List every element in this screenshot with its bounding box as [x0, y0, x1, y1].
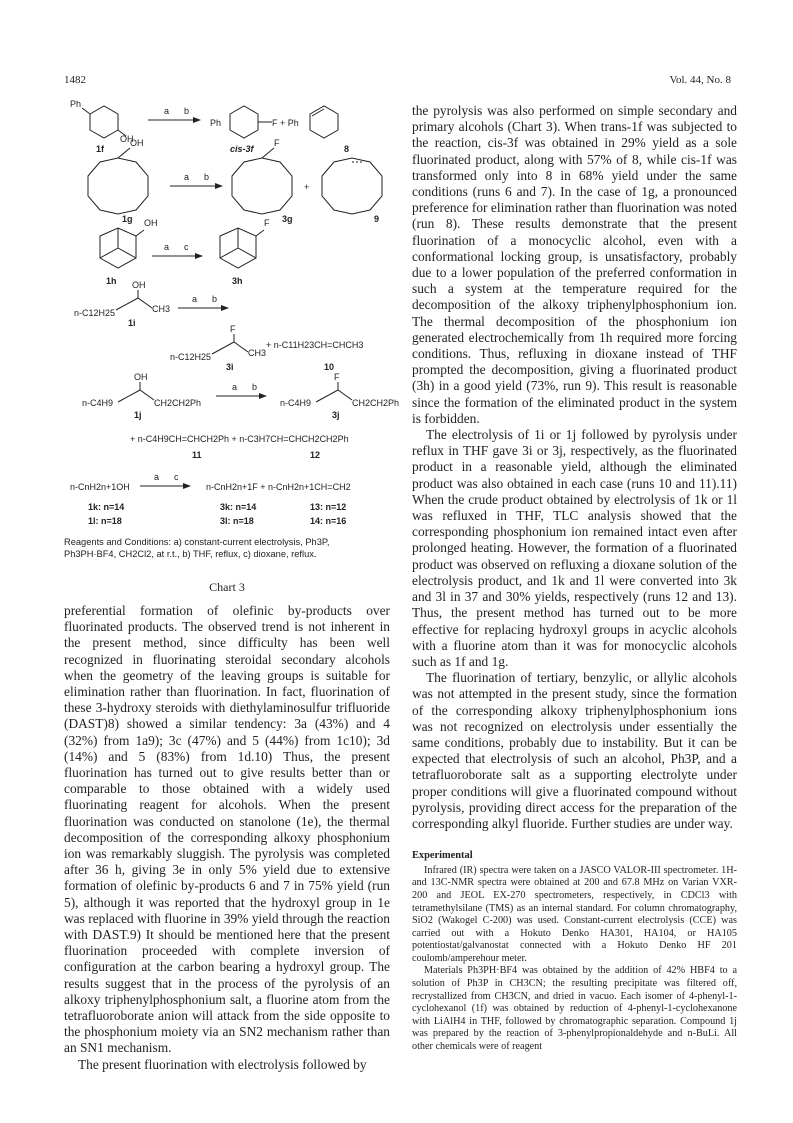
experimental-paragraph-2: Materials Ph3PH·BF4 was obtained by the addition of 42% HBF4 to a solution of Ph3P in CH3CN; the resulting precipitate was filtered off, recrystallized from CH3CN, and dried in vacuo. Each isomer of 4-phenyl-1-cyclohexanol (1f) was obtained by reduction of 4-phenyl-1-cyclohexanone with LiAlH4 in THF, followed by chromatographic separation. Compound 1j was prepared by the reaction of 3-phenylpropionaldehyde and n-BuLi. All other chemicals were of reagent — [412, 965, 737, 1053]
left-paragraph-1: preferential formation of olefinic by-products over fluorinated products. The observed trend is not inherent in the present method, since difficulty has been well recognized in fluorinating steroidal secondary alcohols when the geometry of the leaving groups is suitable for elimination rather than fluorination. In fact, fluorination of these 3-hydroxy steroids with diethylaminosulfur trifluoride (DAST)8) showed a similar tendency: 3a (43%) and 4 (32%) from 1a9); 3c (47%) and 5 (44%) from 1c10); 3d (14%) and 5 (83%) from 1d.10) Thus, the present fluorination has turned out to give results better than or comparable to those obtained with a widely used fluorinating reagent for alcohols. When the present fluorination was conducted on stanolone (1e), the thermal decomposition of the corresponding alkoxy phosphonium ion was remarkably sluggish. The pyrolysis was completed after 36 h, giving 3e in only 5% yield due to extensive formation of olefinic by-products 6 and 7 in 75% yield (run 5), although it was reported that the hydroxyl group in 1e was replaced with fluorine in 39% yield through the reaction with DAST.9) It should be mentioned here that the present fluorination proceeded with complete inversion of configuration at the carbon bearing a hydroxyl group. The results suggest that in the process of the pyrolysis of an alkoxy triphenylphosphonium salt, a fluorine atom from the tetrafluoroborate anion will attack from the side opposite to the phosphonium moiety via an SN2 mechanism rather than an SN1 mechanism. — [64, 603, 390, 1056]
journal-volume: Vol. 44, No. 8 — [669, 74, 731, 86]
compound-9-label: 9 — [374, 214, 380, 224]
compound-1k-label: 1k: n=14 — [88, 502, 125, 512]
phenyl-label-2: Ph — [210, 118, 222, 128]
fluorine-label-2: F — [264, 218, 270, 228]
compound-3k-label: 3k: n=14 — [220, 502, 257, 512]
dodecyl-label: n-C12H25 — [74, 308, 116, 318]
condition-c-label-2: c — [174, 472, 179, 482]
condition-c-label: c — [184, 242, 189, 252]
condition-a-label-6: a — [154, 472, 160, 482]
hydroxyl-label: OH — [120, 134, 134, 144]
left-paragraph-2: The present fluorination with electrolysis followed by — [78, 1056, 367, 1072]
products-11-12-formula: + n-C4H9CH=CHCH2Ph + n-C3H7CH=CHCH2CH2Ph — [130, 434, 349, 444]
cyclohexane-3f-ring — [230, 106, 258, 138]
methyl-label: CH3 — [152, 304, 171, 314]
compound-1j-label: 1j — [134, 410, 142, 420]
condition-a-label-3: a — [164, 242, 170, 252]
butyl-label-2: n-C4H9 — [280, 398, 312, 408]
reaction-conditions-caption: Reagents and Conditions: a) constant-current electrolysis, Ph3P, Ph3PH·BF4, CH2Cl2, at r.t., b) THF, reflux, c) dioxane, reflux. — [64, 537, 330, 559]
right-paragraph-2: The electrolysis of 1i or 1j followed by pyrolysis under reflux in THF gave 3i or 3j, respectively, as the fluorinated product in a reasonable yield, although the eliminated product was also obtained in each case (runs 10 and 11).11) When the crude product obtained by electrolysis of 1k or 1l was refluxed in THF, TLC analysis showed that the corresponding phosphonium ion remained intact even after prolonged heating. However, the formation of a fluorinated product was observed on refluxing a dioxane solution of the electrolysis product, and 1k and 1l were converted into 3k and 3l in 37 and 30% yields, respectively (runs 12 and 13). Thus, the present method has turned out to be more effective for replacing hydroxyl groups in acyclic alcohols with a fluorine atom than it was for monocyclic alcohols such as 1f and 1g. — [412, 427, 737, 669]
fluorine-label-3: F — [230, 324, 236, 334]
experimental-section — [412, 850, 737, 1054]
hydroxyl-label-3: OH — [144, 218, 158, 228]
page-number: 1482 — [64, 74, 86, 86]
compound-1f-label: 1f — [96, 144, 105, 154]
alkanol-formula: n-CnH2n+1OH — [70, 482, 130, 492]
experimental-heading: Experimental — [412, 850, 473, 862]
cyclododecane-1g-ring — [88, 158, 148, 214]
cyclohexene-8-ring — [310, 106, 338, 138]
alkyl-fluoride-formula: n-CnH2n+1F + n-CnH2n+1CH=CH2 — [206, 482, 351, 492]
butyl-label: n-C4H9 — [82, 398, 114, 408]
chart-title: Chart 3 — [209, 580, 245, 594]
phenethyl-label-2: CH2CH2Ph — [352, 398, 400, 408]
condition-b-label: b — [184, 106, 190, 116]
experimental-paragraph-1: Infrared (IR) spectra were taken on a JASCO VALOR-III spectrometer. 1H- and 13C-NMR spectra were obtained at 200 and 67.8 MHz on Varian VXR-200 and JEOL EX-270 spectrometers, respectively, in CDCl3 with tetramethylsilane (TMS) as an internal standard. For column chromatography, SiO2 (Wakogel C-200) was used. Constant-current electrolysis (CCE) was carried out with a Hokuto Denko HA301, HA104, or HA105 potentiostat/galvanostat connected with a Hokuto Denko HF 201 coulomb/amperehour meter. — [412, 864, 737, 964]
right-column — [412, 103, 737, 1054]
reaction-scheme-svg — [60, 96, 405, 596]
product-10-formula: + n-C11H23CH=CHCH3 — [266, 340, 364, 350]
condition-a-label: a — [164, 106, 170, 116]
compound-3l-label: 3l: n=18 — [220, 516, 254, 526]
phenyl-label: Ph — [70, 99, 82, 109]
compound-3i-label: 3i — [226, 362, 234, 372]
compound-1g-label: 1g — [122, 214, 133, 224]
cyclododecane-3g-ring — [232, 158, 292, 214]
compound-14-label: 14: n=16 — [310, 516, 347, 526]
condition-b-label-2: b — [204, 172, 210, 182]
cyclohexane-1f-ring — [90, 106, 118, 138]
fluorine-label: F — [274, 138, 280, 148]
condition-b-label-4: b — [252, 382, 258, 392]
compound-1l-label: 1l: n=18 — [88, 516, 122, 526]
compound-3h-label: 3h — [232, 276, 243, 286]
compound-8-label: 8 — [344, 144, 350, 154]
compound-10-label: 10 — [324, 362, 335, 372]
right-paragraph-3: The fluorination of tertiary, benzylic, or allylic alcohols was not attempted in the present study, since the formation of the corresponding alkoxy triphenylphosphonium ions was not recognized on electrolysis under essentially the same conditions, probably due to instability. But it can be expected that electrolysis of such an alcohol, Ph3P, and a tetrafluoroborate salt as a supporting electrolyte under proper conditions will give a fluorinated compound without pyrolysis, providing direct access for the preparation of the corresponding alkyl fluoride. Further studies are under way. — [412, 670, 737, 831]
compound-3j-label: 3j — [332, 410, 340, 420]
hydroxyl-label-5: OH — [134, 372, 148, 382]
alcohol-1i-chain — [116, 298, 152, 310]
compound-3g-label: 3g — [282, 214, 293, 224]
phenethyl-label: CH2CH2Ph — [154, 398, 202, 408]
fluorine-label-4: F — [334, 372, 340, 382]
hydroxyl-label-4: OH — [132, 280, 146, 290]
chart-3-scheme — [60, 96, 405, 596]
compound-11-label: 11 — [192, 450, 202, 460]
compound-13-label: 13: n=12 — [310, 502, 347, 512]
hydroxyl-label-2: OH — [130, 138, 144, 148]
compound-1h-label: 1h — [106, 276, 117, 286]
methyl-label-2: CH3 — [248, 348, 267, 358]
condition-b-label-3: b — [212, 294, 218, 304]
compound-cis-3f-label: cis-3f — [230, 144, 254, 154]
alcohol-1j-chain — [118, 390, 154, 402]
fluoride-3j-chain — [316, 390, 352, 402]
fluoride-3i-chain — [212, 342, 248, 354]
cyclododecene-9-ring — [322, 158, 382, 214]
compound-12-label: 12 — [310, 450, 321, 460]
condition-a-label-4: a — [192, 294, 198, 304]
right-paragraph-1: the pyrolysis was also performed on simple secondary and primary alcohols (Chart 3). When trans-1f was subjected to the reaction, cis-3f was obtained in 29% yield as a sole fluorinated product, along with 57% of 8, while cis-1f was transformed only into 8 in 68% yield under the same conditions (runs 6 and 7). In the case of 1g, a pronounced preference for elimination rather than fluorination was noted (run 8). These results demonstrate that the present fluorination of a monocyclic alcohol, even with a conformational locking group, is unsatisfactory, probably due to a lower population of the preferred conformation in such a system at the temperature required for the decomposition of the alkoxy triphenylphosphonium ion. The thermal decomposition of the phosphonium ion generated electrochemically from 1h required more forcing conditions. Thus, refluxing in dioxane instead of THF prompted the decomposition, giving a fluorinated product (3h) in a good yield (73%, run 9). This result is reasonable since the formation of the eliminated product in the system is forbidden. — [412, 103, 737, 426]
compound-1i-label: 1i — [128, 318, 136, 328]
condition-a-label-2: a — [184, 172, 190, 182]
dodecyl-label-2: n-C12H25 — [170, 352, 212, 362]
left-column — [64, 603, 390, 1073]
condition-a-label-5: a — [232, 382, 238, 392]
plus-sign: + — [304, 182, 310, 192]
fluoride-plus-phenyl-label: F + Ph — [272, 118, 299, 128]
